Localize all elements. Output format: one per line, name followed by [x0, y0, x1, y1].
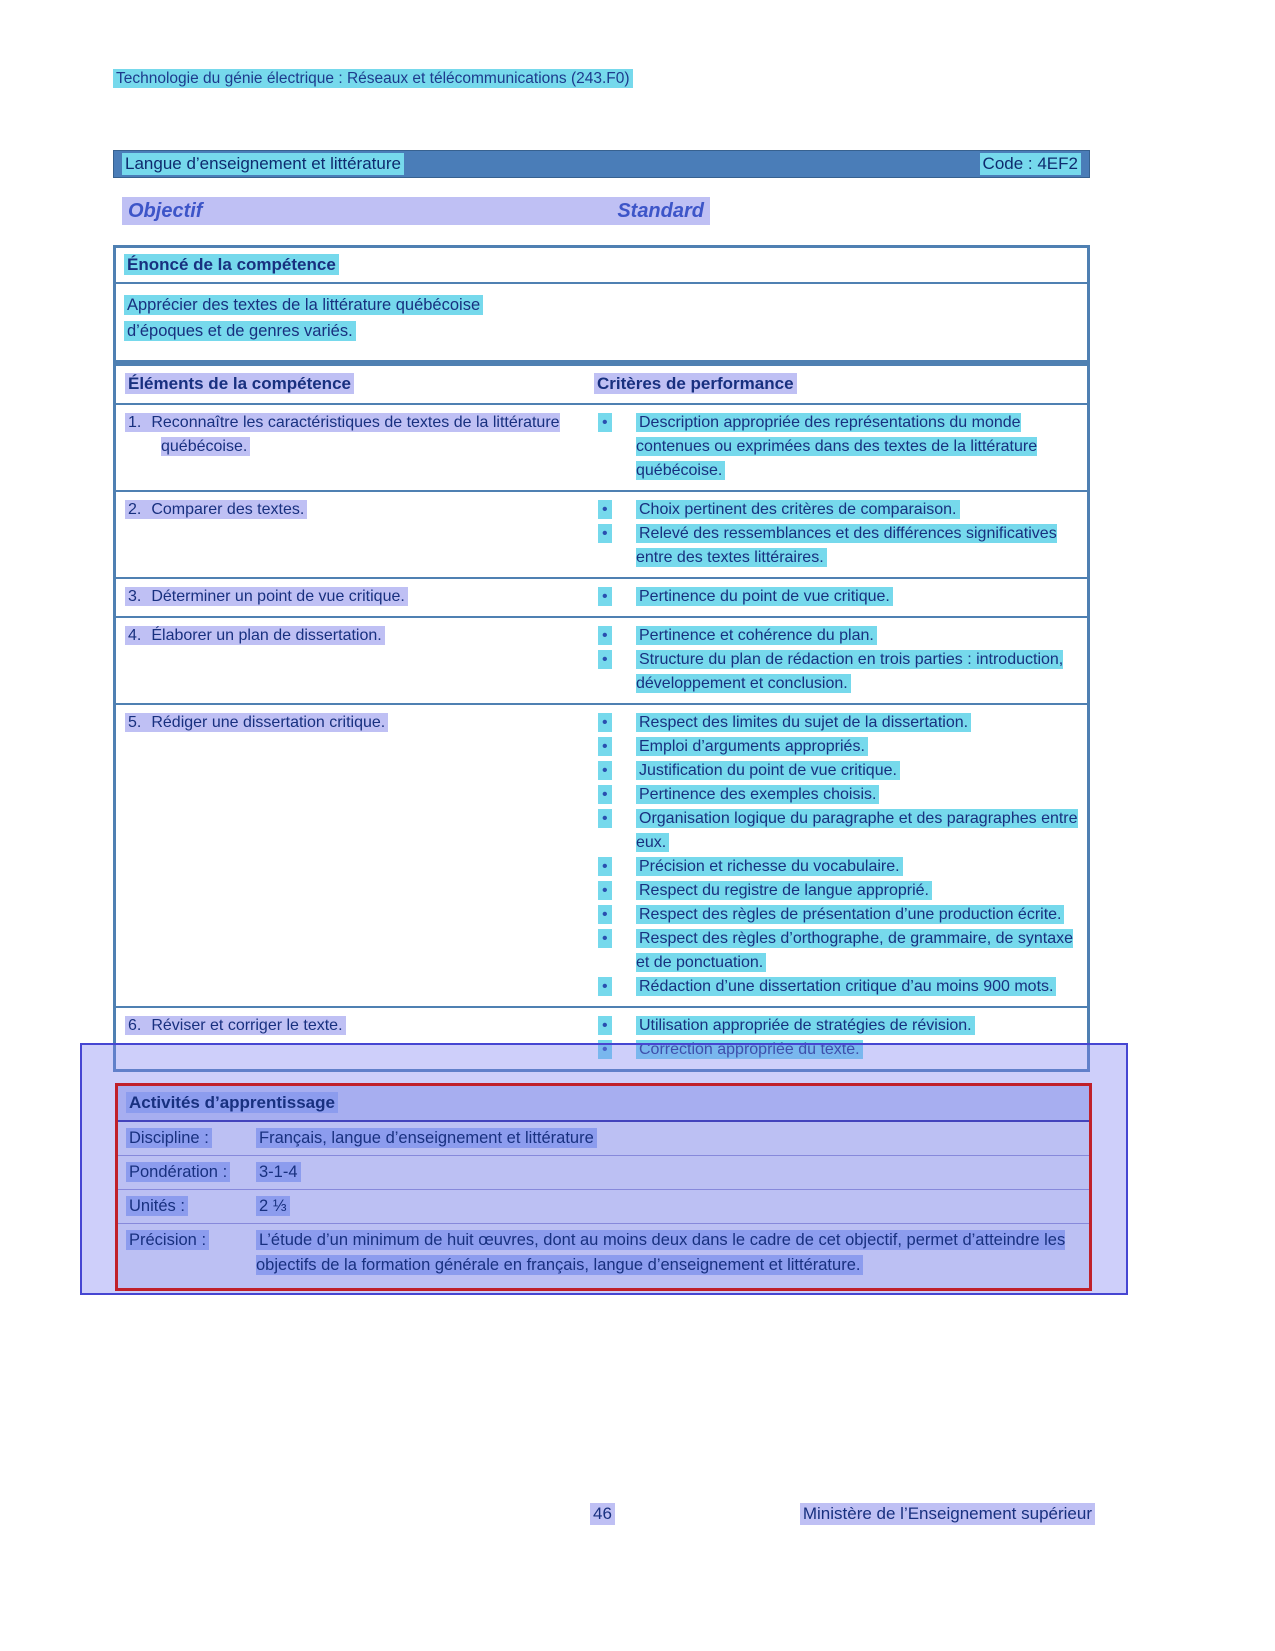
table-row: [116, 577, 1087, 616]
element-number: 4.: [128, 627, 142, 644]
element-text: Reconnaître les caractéristiques de textes de la littérature québécoise.: [151, 414, 560, 455]
section-title: Langue d’enseignement et littérature: [122, 153, 404, 175]
criterion-text: Structure du plan de rédaction en trois parties : introduction, développement et conclusion.: [636, 651, 1064, 692]
bullet-icon: •: [594, 648, 636, 672]
bullet-icon: •: [594, 711, 636, 735]
objectif-label: Objectif: [128, 199, 203, 222]
criterion-text: Justification du point de vue critique.: [636, 761, 900, 780]
bullet-icon: •: [594, 783, 636, 807]
activites-row-ponderation: [118, 1156, 1089, 1190]
criterion: [594, 927, 1081, 975]
program-note-text: Technologie du génie électrique : Réseaux et télécommunications (243.F0): [113, 69, 633, 88]
criterion: [594, 498, 1081, 522]
section-code: Code : 4EF2: [980, 153, 1081, 175]
criterion: [594, 624, 1081, 648]
table-row: [116, 490, 1087, 577]
element-number: 2.: [128, 501, 142, 518]
bullet-icon: •: [594, 1038, 636, 1062]
criterion: [594, 711, 1081, 735]
activites-heading-text: Activités d’apprentissage: [126, 1092, 338, 1113]
ministry-label: Ministère de l’Enseignement supérieur: [800, 1503, 1095, 1525]
activites-row-discipline: [118, 1122, 1089, 1156]
ponderation-label: Pondération :: [126, 1162, 230, 1182]
criterion-text: Pertinence des exemples choisis.: [636, 785, 879, 804]
activites-panel: [115, 1083, 1092, 1291]
criterion-text: Description appropriée des représentations du monde contenues ou exprimées dans des textes de la littérature québécoise.: [636, 414, 1038, 479]
criterion: [594, 735, 1081, 759]
criterion: [594, 648, 1081, 696]
unites-value: 2 ⅓: [256, 1196, 290, 1216]
element-number: 6.: [128, 1017, 142, 1034]
bullet-icon: •: [594, 522, 636, 546]
table-header-row: [116, 366, 1087, 403]
criterion-text: Utilisation appropriée de stratégies de révision.: [636, 1016, 975, 1035]
col2-header: Critères de performance: [594, 373, 797, 394]
criterion-text: Respect des règles d’orthographe, de grammaire, de syntaxe et de ponctuation.: [636, 930, 1074, 971]
table-row: [116, 403, 1087, 490]
col1-header: Éléments de la compétence: [125, 373, 354, 394]
element-text: Déterminer un point de vue critique.: [151, 588, 405, 605]
criterion: [594, 975, 1081, 999]
element-text: Réviser et corriger le texte.: [151, 1017, 343, 1034]
bullet-icon: •: [594, 498, 636, 522]
criterion-text: Correction appropriée du texte.: [636, 1040, 863, 1059]
standard-label: Standard: [617, 199, 704, 222]
discipline-label: Discipline :: [126, 1128, 212, 1148]
criterion-text: Respect des règles de présentation d’une production écrite.: [636, 905, 1064, 924]
bullet-icon: •: [594, 807, 636, 831]
bullet-icon: •: [594, 624, 636, 648]
bullet-icon: •: [594, 975, 636, 999]
objectif-standard-band: [122, 197, 710, 225]
unites-label: Unités :: [126, 1196, 188, 1216]
element-text: Comparer des textes.: [151, 501, 305, 518]
activites-row-unites: [118, 1190, 1089, 1224]
criterion: [594, 759, 1081, 783]
criterion: [594, 855, 1081, 879]
page-footer: [590, 1503, 1095, 1525]
precision-value: L’étude d’un minimum de huit œuvres, dont au moins deux dans le cadre de cet objectif, permet d’atteindre les objectifs de la formation générale en français, langue d’enseignement et littérature.: [256, 1231, 1066, 1274]
element-number: 5.: [128, 714, 142, 731]
bullet-icon: •: [594, 855, 636, 879]
activites-heading: [118, 1086, 1089, 1122]
precision-label: Précision :: [126, 1230, 209, 1250]
program-note: [113, 70, 633, 88]
enonce-line: d’époques et de genres variés.: [124, 321, 356, 341]
activites-row-precision: [118, 1224, 1089, 1288]
enonce-body: [116, 284, 1087, 360]
criterion: [594, 879, 1081, 903]
bullet-icon: •: [594, 879, 636, 903]
criterion-text: Relevé des ressemblances et des différences significatives entre des textes littéraires.: [636, 525, 1057, 566]
criterion-text: Rédaction d’une dissertation critique d’au moins 900 mots.: [636, 977, 1056, 996]
criterion: [594, 903, 1081, 927]
criterion-text: Choix pertinent des critères de comparaison.: [636, 500, 960, 519]
bullet-icon: •: [594, 927, 636, 951]
activites-overlay: [80, 1043, 1128, 1295]
section-title-bar: [113, 150, 1090, 178]
bullet-icon: •: [594, 759, 636, 783]
criterion: [594, 411, 1081, 483]
criterion: [594, 522, 1081, 570]
competence-table: [113, 363, 1090, 1072]
criterion-text: Respect du registre de langue approprié.: [636, 881, 932, 900]
criterion-text: Respect des limites du sujet de la dissertation.: [636, 713, 971, 732]
enonce-heading: [116, 248, 1087, 284]
criterion-text: Emploi d’arguments appropriés.: [636, 737, 868, 756]
bullet-icon: •: [594, 735, 636, 759]
page-number: 46: [590, 1503, 615, 1525]
element-text: Élaborer un plan de dissertation.: [151, 627, 382, 644]
bullet-icon: •: [594, 411, 636, 435]
criterion: [594, 1014, 1081, 1038]
element-number: 3.: [128, 588, 142, 605]
criterion: [594, 807, 1081, 855]
enonce-panel: [113, 245, 1090, 363]
criterion: [594, 783, 1081, 807]
table-row: [116, 703, 1087, 1006]
criterion-text: Pertinence du point de vue critique.: [636, 587, 893, 606]
ponderation-value: 3-1-4: [256, 1162, 301, 1182]
criterion: [594, 585, 1081, 609]
enonce-heading-text: Énoncé de la compétence: [124, 254, 339, 275]
criterion-text: Précision et richesse du vocabulaire.: [636, 857, 903, 876]
element-text: Rédiger une dissertation critique.: [151, 714, 386, 731]
enonce-line: Apprécier des textes de la littérature québécoise: [124, 295, 483, 315]
bullet-icon: •: [594, 1014, 636, 1038]
bullet-icon: •: [594, 903, 636, 927]
element-number: 1.: [128, 414, 142, 431]
table-row: [116, 616, 1087, 703]
criterion-text: Pertinence et cohérence du plan.: [636, 626, 877, 645]
discipline-value: Français, langue d’enseignement et littérature: [256, 1128, 597, 1148]
bullet-icon: •: [594, 585, 636, 609]
criterion-text: Organisation logique du paragraphe et des paragraphes entre eux.: [636, 810, 1078, 851]
